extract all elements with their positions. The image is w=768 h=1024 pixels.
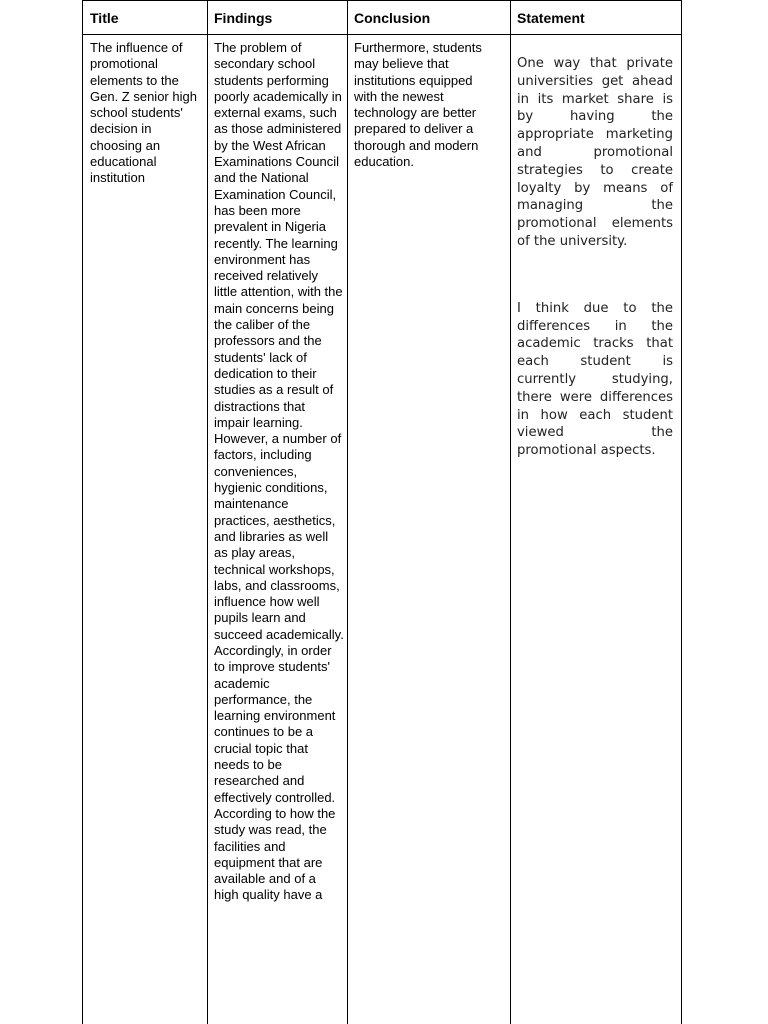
header-findings: Findings [214, 10, 273, 26]
title-cell: The influence of promotional elements to the Gen. Z senior high school students' decision in choosing an educational institution [90, 40, 197, 186]
table-header-row [83, 0, 681, 35]
header-statement: Statement [517, 10, 585, 26]
column-divider [347, 0, 348, 1024]
statement-cell [517, 55, 673, 460]
findings-cell: The problem of secondary school students performing poorly academically in external exams, such as those administered by the West African Examinations Council and the National Examination Council, has been more prevalent in Nigeria recently. The learning environment has received relatively little attention, with the main concerns being the caliber of the professors and the students' lack of dedication to their studies as a result of distractions that impair learning. However, a number of factors, including conveniences, hygienic conditions, maintenance practices, aesthetics, and libraries as well as play areas, technical workshops, labs, and classrooms, influence how well pupils learn and succeed academically. Accordingly, in order to improve students' academic performance, the learning environment continues to be a crucial topic that needs to be researched and effectively controlled. According to how the study was read, the facilities and equipment that are available and of a high quality have a [214, 40, 344, 903]
conclusion-cell: Furthermore, students may believe that institutions equipped with the newest technology are better prepared to deliver a thorough and modern education. [354, 40, 482, 170]
research-table [82, 0, 682, 1024]
statement-paragraph-1: One way that private universities get ahead in its market share is by having the appropriate marketing and promotional strategies to create loyalty by means of managing the promotional elements of the university. [517, 56, 673, 249]
header-conclusion: Conclusion [354, 10, 431, 26]
statement-paragraph-2: I think due to the differences in the academic tracks that each student is currently studying, there were differences in how each student viewed the promotional aspects. [517, 300, 673, 459]
column-divider [510, 0, 511, 1024]
header-title: Title [90, 10, 119, 26]
column-divider [207, 0, 208, 1024]
